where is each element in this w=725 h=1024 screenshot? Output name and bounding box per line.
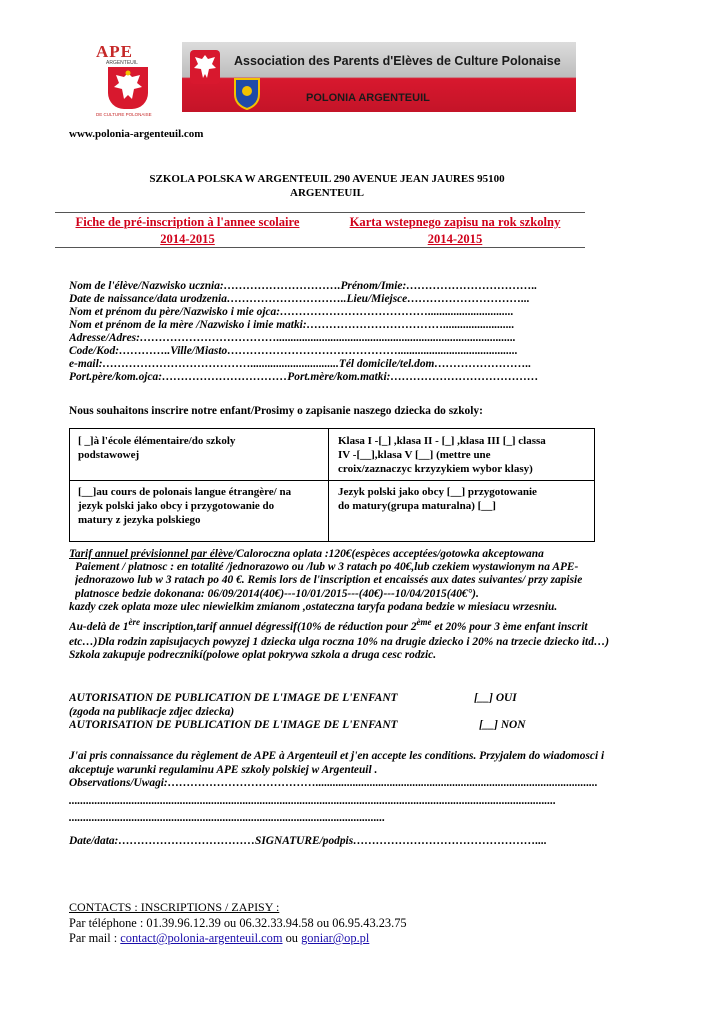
title-french-line1: Fiche de pré-inscription à l'annee scolaire [75, 215, 300, 229]
contacts-mail-label: Par mail : [69, 931, 121, 945]
tarif-section [69, 548, 659, 662]
cell-elementary-line2: podstawowej [78, 449, 140, 461]
cell-classes-line1: Klasa I -[_] ,klasa II - [_] ,klasa III [_] classa [338, 435, 546, 447]
observations-line2[interactable]: ........................................................................................................................................................................... [69, 794, 556, 807]
contacts-phone: Par téléphone : 01.39.96.12.39 ou 06.32.33.94.58 ou 06.95.43.23.75 [69, 915, 407, 930]
contacts-mail-or: ou [282, 931, 302, 945]
field-student-name[interactable]: Nom de l'élève/Nazwisko ucznia:………………………….Prénom/Imie:…………………………….. [69, 280, 538, 292]
autorisation-section [69, 692, 569, 733]
tarif-sup1: ère [128, 617, 140, 628]
title-french-line2: 2014-2015 [160, 232, 215, 246]
tarif-line7: etc…)Dla rodzin zapisujacych powyzej 1 dziecka ulga roczna 10% na drugie dziecko i 20% na trzecie dziecko itd…) [69, 635, 610, 648]
tarif-line5: kazdy czek oplata moze ulec niewielkim zmianom ,ostateczna taryfa podana bedzie w miesiacu wrzesniu. [69, 600, 558, 613]
header [90, 40, 580, 124]
title-polish [325, 214, 585, 248]
banner-coat-of-arms-icon [232, 76, 262, 110]
field-mother[interactable]: Nom et prénom de la mère /Nazwisko i imie matki:………………………………......................... [69, 319, 515, 331]
cell-foreign-line2: jezyk polski jako obcy i przygotowanie do [78, 500, 275, 512]
personal-fields [69, 280, 589, 384]
tarif-line2: Paiement / platnosc : en totalité /jednorazowo ou /lub w 3 ratach po 40€,lub czekiem wystawionym na APE- [75, 561, 579, 574]
tarif-line8: Szkola zakupuje podrecznikí(polowe oplat pokrywa szkola a druga cesc rodzic. [69, 649, 437, 662]
autorisation-non-option[interactable]: [__] NON [479, 719, 526, 731]
tarif-line6-c: et 20% pour 3 ème enfant inscrit [431, 620, 588, 633]
autorisation-line3: AUTORISATION DE PUBLICATION DE L'IMAGE DE L'ENFANT [69, 719, 398, 731]
title-rule-bottom [55, 247, 585, 248]
eagle-shield-icon [108, 67, 148, 109]
tarif-line1 [69, 548, 659, 561]
title-polish-line1: Karta wstepnego zapisu na rok szkolny [349, 215, 561, 229]
logo-title: APE [96, 42, 133, 61]
cell-elementary-line1: [ _]à l'école élémentaire/do szkoly [78, 435, 236, 447]
reglement-line2: akceptuje warunki regulaminu APE szkoly polskiej w Argenteuil . [69, 763, 378, 776]
tarif-sup2: ème [416, 617, 432, 628]
school-address-line2: ARGENTEUIL [290, 187, 364, 199]
reglement-line1: J'ai pris connaissance du règlement de APE à Argenteuil et j'en accepte les conditions. Przyjalem do wiadomosci i [69, 750, 605, 762]
tarif-line4: platnosce bedzie dokonana: 06/09/2014(40€)---10/01/2015---(40€)---10/04/2015(40€°). [75, 587, 479, 600]
cell-foreign-language[interactable] [78, 485, 326, 527]
enrollment-table [69, 428, 595, 542]
title-polish-line2: 2014-2015 [427, 232, 483, 246]
tarif-line1-rest: /Caloroczna oplata :120€(espèces acceptées/gotowka akceptowana [233, 548, 544, 560]
ape-logo [90, 40, 172, 124]
tarif-line3: jednorazowo lub w 3 ratach po 40 €. Remis lors de l'inscription et encaissés aux dates suivantes/ przy zapisie [75, 574, 583, 587]
reglement-section [69, 750, 659, 826]
field-address[interactable]: Adresse/Adres:……………………………….................................................................................... [69, 332, 516, 344]
table-col-divider [328, 429, 329, 541]
autorisation-non-row [69, 719, 569, 733]
website-link[interactable]: www.polonia-argenteuil.com [69, 128, 204, 140]
tarif-label: Tarif annuel prévisionnel par élève [69, 548, 234, 560]
title-french [55, 214, 320, 248]
cell-classes-line2: IV -[__],klasa V [__] (mettre une [338, 449, 491, 461]
field-father[interactable]: Nom et prénom du père/Nazwisko i mie ojca:………………………………….............................. [69, 306, 514, 318]
autorisation-line2: (zgoda na publikacje zdjec dziecka) [69, 705, 235, 718]
cell-matura-line1: Jezyk polski jako obcy [__] przygotowanie [338, 486, 537, 498]
signature-line[interactable]: Date/data:………………………………SIGNATURE/podpis………………………………………….... [69, 835, 547, 847]
field-email[interactable]: e-mail:…………………………………...............................Tél domicile/tel.dom…………………….. [69, 358, 532, 370]
school-address [69, 172, 585, 200]
cell-matura[interactable] [338, 485, 592, 513]
banner-title: Association des Parents d'Elèves de Culture Polonaise [234, 54, 561, 68]
cell-foreign-line3: matury z jezyka polskiego [78, 514, 201, 526]
logo-caption: DE CULTURE POLONAISE [96, 112, 152, 117]
autorisation-line1: AUTORISATION DE PUBLICATION DE L'IMAGE DE L'ENFANT [69, 692, 398, 704]
logo-subtitle: ARGENTEUIL [106, 60, 138, 66]
contacts-section [69, 900, 629, 947]
observations-field[interactable]: Observations/Uwagi:…………………………………................................................................................................... [69, 777, 598, 789]
cell-classes[interactable] [338, 434, 592, 476]
mail-link-goniar[interactable]: goniar@op.pl [301, 931, 370, 945]
cell-foreign-line1: [__]au cours de polonais langue étrangère/ na [78, 486, 292, 498]
field-birth[interactable]: Date de naissance/data urodzenia…………………………..Lieu/Miejsce…………………………... [69, 293, 530, 305]
banner [182, 42, 576, 112]
contacts-heading: CONTACTS : INSCRIPTIONS / ZAPISY : [69, 900, 280, 914]
banner-eagle-icon [188, 48, 222, 88]
cell-classes-line3: croix/zaznaczyc krzyzykiem wybor klasy) [338, 463, 533, 475]
autorisation-oui-option[interactable]: [__] OUI [474, 692, 517, 704]
enroll-intro: Nous souhaitons inscrire notre enfant/Prosimy o zapisanie naszego dziecka do szkoly: [69, 405, 483, 417]
mail-link-contact[interactable]: contact@polonia-argenteuil.com [120, 931, 283, 945]
banner-subtitle: POLONIA ARGENTEUIL [306, 92, 430, 104]
contacts-mail-row [69, 931, 629, 947]
observations-line3[interactable]: ............................................................................................................... [69, 812, 386, 824]
school-address-line1: SZKOLA POLSKA W ARGENTEUIL 290 AVENUE JEAN JAURES 95100 [149, 173, 505, 185]
table-row-divider [70, 480, 594, 481]
autorisation-oui-row [69, 692, 569, 706]
cell-matura-line2: do matury(grupa maturalna) [__] [338, 500, 496, 512]
field-mobiles[interactable]: Port.père/kom.ojca:……………………………Port.mère/kom.matki:………………………………… [69, 371, 539, 383]
cell-elementary[interactable] [78, 434, 323, 462]
title-rule-top [55, 212, 585, 213]
tarif-line6-b: inscription,tarif annuel dégressif(10% de réduction pour 2 [139, 620, 417, 633]
tarif-line6 [69, 614, 659, 636]
tarif-line6-a: Au-delà de 1 [69, 620, 129, 633]
field-city[interactable]: Code/Kod:…………..Ville/Miasto……………………………………….......................................... [69, 345, 518, 357]
